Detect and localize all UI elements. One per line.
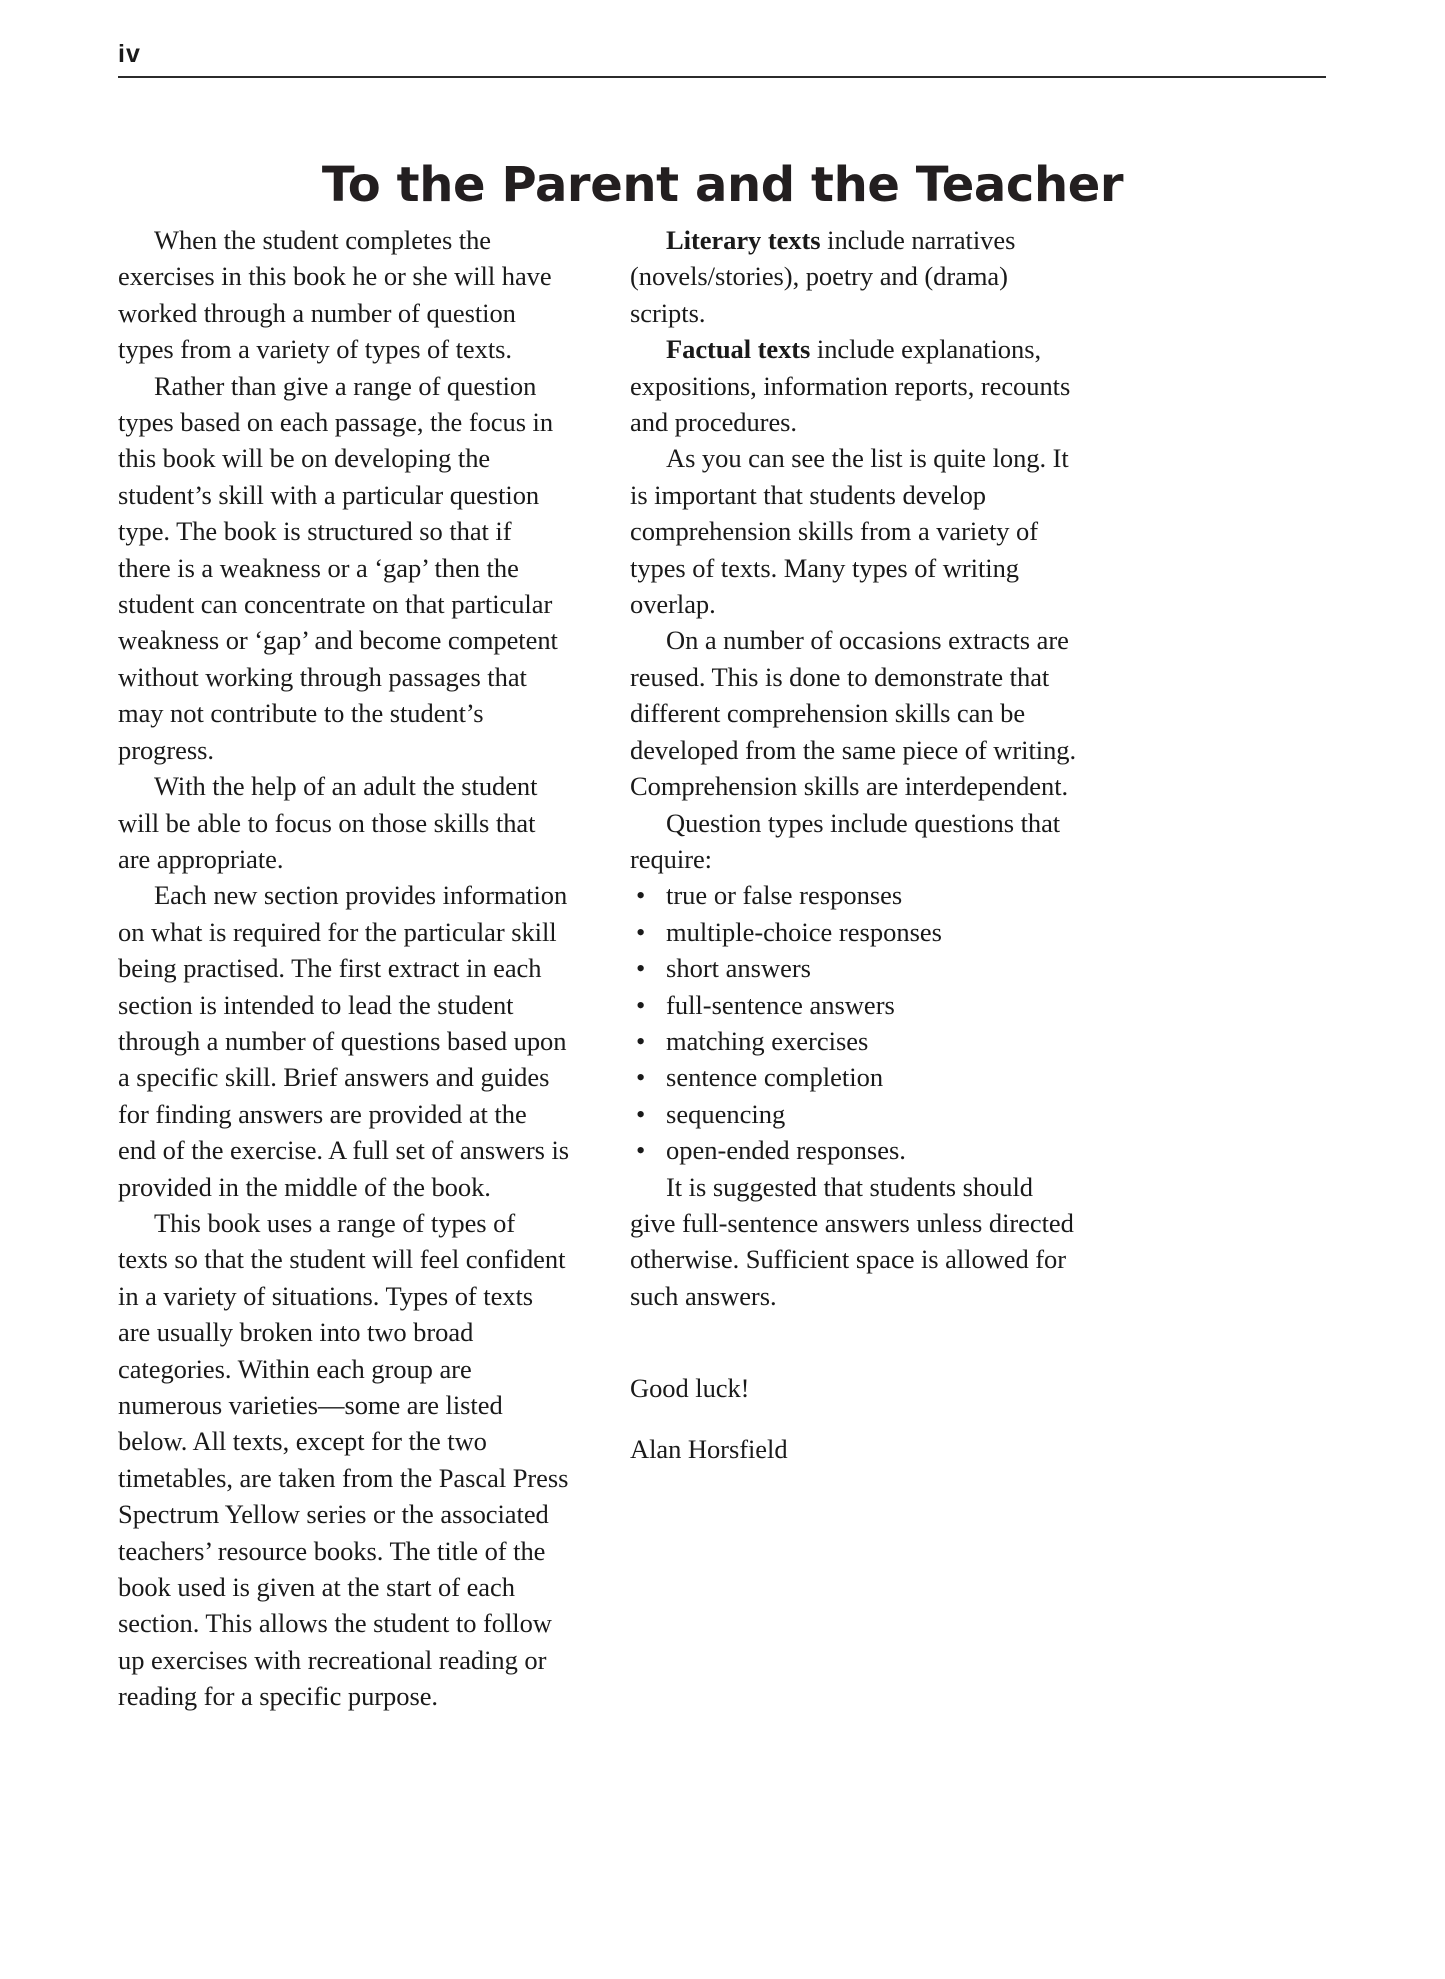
bullet-icon: •: [636, 989, 646, 1020]
paragraph: Each new section provides information on what is required for the particular skill being practised. The first extract in each section is intended to lead the student through a number of questions based upon a specific skill. Brief answers and guides for finding answers are provided at the end of the exercise. A full set of answers is provided in the middle of the book.: [118, 880, 570, 1202]
list-item-label: true or false responses: [666, 880, 903, 911]
page-folio: iv: [118, 40, 141, 68]
author-name: Alan Horsfield: [630, 1433, 788, 1464]
left-column: [118, 222, 570, 1715]
paragraph: Question types include questions that require:: [630, 807, 1061, 874]
bullet-icon: •: [636, 1135, 646, 1166]
paragraph: This book uses a range of types of texts so that the student will feel confident in a variety of situations. Types of texts are usually broken into two broad categories. Within each group are numerous varieties—some are listed below. All texts, except for the two timetables, are taken from the Pascal Press Spectrum Yellow series or the associated teachers’ resource books. The title of the book used is given at the start of each section. This allows the student to follow up exercises with recreational reading or reading for a specific purpose.: [118, 1207, 569, 1712]
bullet-icon: •: [636, 916, 646, 947]
list-item: [630, 914, 1082, 950]
list-item-label: multiple-choice responses: [666, 916, 942, 947]
list-item: [630, 1132, 1082, 1168]
paragraph: With the help of an adult the student will be able to focus on those skills that are appropriate.: [118, 771, 538, 874]
list-item: [630, 1023, 1082, 1059]
running-head: [118, 42, 1326, 78]
factual-texts-paragraph: [630, 331, 1082, 440]
list-item: [630, 1096, 1082, 1132]
list-item: [630, 877, 1082, 913]
bullet-icon: •: [636, 1025, 646, 1056]
question-types-list: [630, 877, 1082, 1168]
literary-texts-body: include narratives (novels/stories), poetry and (drama) scripts.: [630, 225, 1016, 328]
bullet-icon: •: [636, 1098, 646, 1129]
list-item: [630, 950, 1082, 986]
literary-texts-label: Literary texts: [666, 225, 821, 255]
header-rule: [118, 76, 1326, 78]
literary-texts-paragraph: [630, 222, 1082, 331]
list-item-label: sentence completion: [666, 1062, 884, 1093]
bullet-icon: •: [636, 953, 646, 984]
paragraph: When the student completes the exercises in this book he or she will have worked through a number of question types from a variety of types of texts.: [118, 225, 552, 365]
right-column: [630, 222, 1082, 1715]
factual-texts-body: include explanations, expositions, information reports, recounts and procedures.: [630, 334, 1071, 438]
list-item: [630, 1059, 1082, 1095]
list-item-label: short answers: [666, 953, 811, 984]
page-title: To the Parent and the Teacher: [321, 157, 1124, 214]
author-spacer: [630, 1407, 1082, 1431]
list-item-label: matching exercises: [666, 1025, 869, 1056]
paragraph: As you can see the list is quite long. It is important that students develop comprehension skills from a variety of types of texts. Many types of writing overlap.: [630, 443, 1069, 620]
list-item-label: open-ended responses.: [666, 1135, 906, 1166]
bullet-icon: •: [636, 880, 646, 911]
list-item-label: sequencing: [666, 1098, 786, 1129]
factual-texts-label: Factual texts: [666, 334, 811, 365]
bullet-icon: •: [636, 1062, 646, 1093]
list-item-label: full-sentence answers: [666, 989, 895, 1020]
closing-paragraph: It is suggested that students should give full-sentence answers unless directed otherwise. Sufficient space is allowed for such answers.: [630, 1171, 1074, 1311]
list-item: [630, 987, 1082, 1023]
sign-off: Good luck!: [630, 1373, 750, 1404]
paragraph: Rather than give a range of question types based on each passage, the focus in this book will be on developing the student’s skill with a particular question type. The book is structured so that if there is a weakness or a ‘gap’ then the student can concentrate on that particular weakness or ‘gap’ and become competent without working through passages that may not contribute to the student’s progress.: [118, 370, 558, 765]
body-columns: [118, 222, 1326, 1715]
paragraph: On a number of occasions extracts are reused. This is done to demonstrate that different comprehension skills can be developed from the same piece of writing. Comprehension skills are interdependent.: [630, 625, 1077, 802]
signature-spacer: [630, 1314, 1082, 1370]
